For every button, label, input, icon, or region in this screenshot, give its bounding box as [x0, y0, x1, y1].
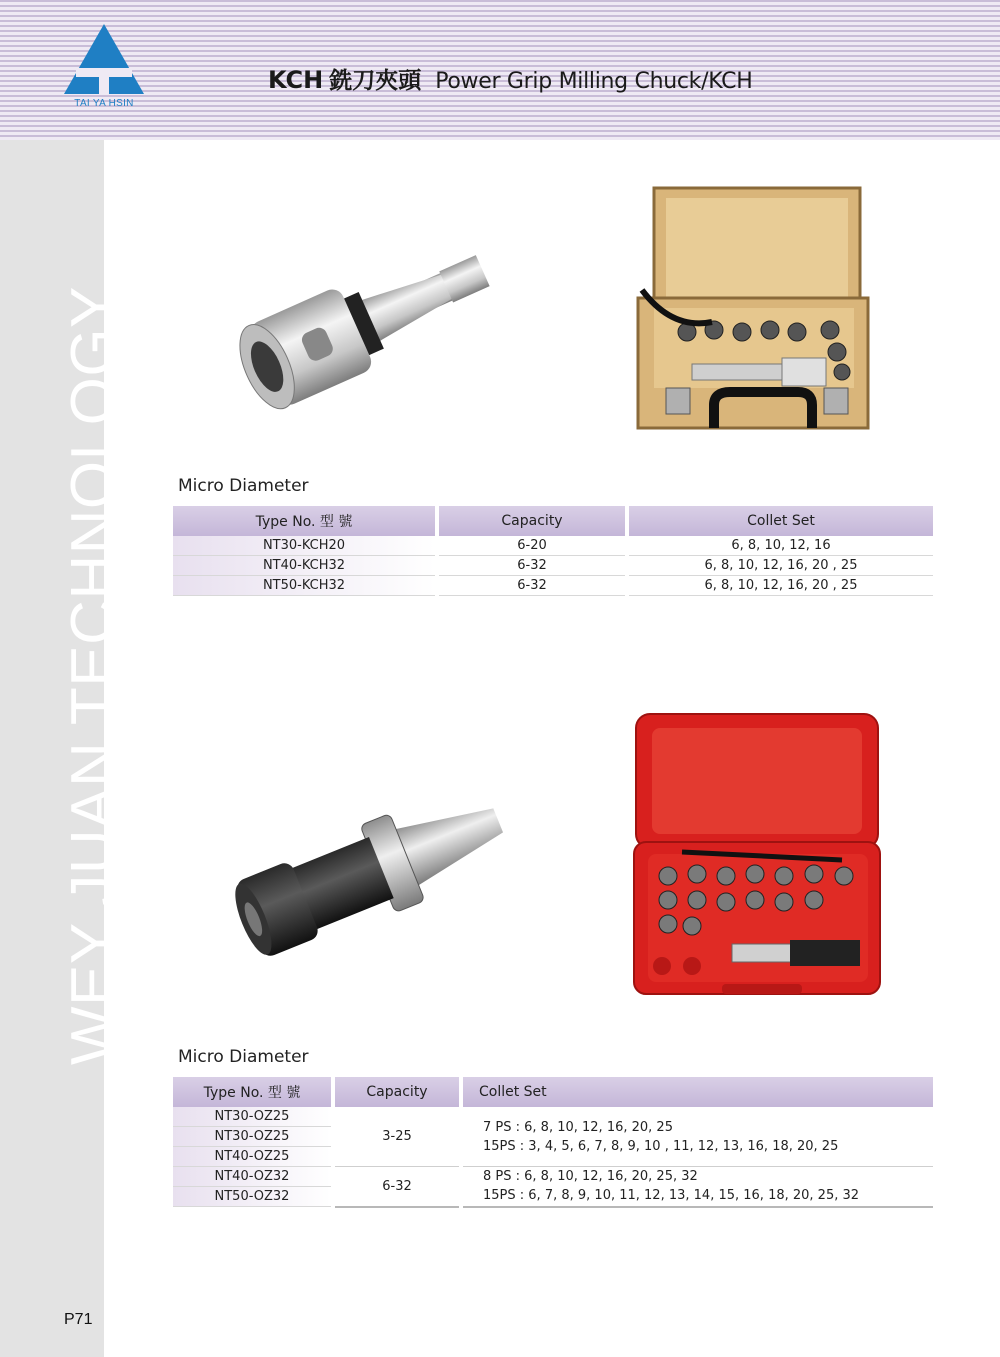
collet-line: 15PS : 6, 7, 8, 9, 10, 11, 12, 13, 14, 15, 16, 18, 20, 25, 32	[483, 1188, 860, 1204]
collet-chuck-image	[228, 770, 524, 972]
collet-cell: 6, 8, 10, 12, 16, 20 , 25	[627, 576, 933, 596]
col-type-no: Type No. 型 號	[173, 1077, 333, 1107]
table-row	[173, 556, 933, 576]
col-collet-set: Collet Set	[627, 506, 933, 536]
milling-chuck-image	[215, 232, 505, 412]
kch-spec-table	[173, 506, 933, 596]
table-header-row	[173, 1077, 933, 1107]
collet-cell	[461, 1107, 933, 1167]
collet-line: 7 PS : 6, 8, 10, 12, 16, 20, 25	[483, 1119, 673, 1135]
table-row	[173, 536, 933, 556]
collet-line: 15PS : 3, 4, 5, 6, 7, 8, 9, 10 , 11, 12, 13, 16, 18, 20, 25	[483, 1138, 839, 1154]
wooden-case-set-image	[632, 180, 872, 438]
capacity-cell: 6-32	[333, 1167, 461, 1207]
type-cell: NT40-OZ25	[173, 1147, 333, 1167]
type-cell: NT30-OZ25	[173, 1107, 333, 1127]
table-row	[173, 1167, 933, 1187]
capacity-cell: 6-32	[437, 556, 627, 576]
col-collet-set: Collet Set	[461, 1077, 933, 1107]
type-cell: NT50-OZ32	[173, 1187, 333, 1207]
collet-cell	[461, 1167, 933, 1207]
table-header-row	[173, 506, 933, 536]
title-english: Power Grip Milling Chuck/KCH	[435, 69, 753, 94]
col-capacity: Capacity	[333, 1077, 461, 1107]
title-chinese: 銑刀夾頭	[329, 68, 422, 94]
page-title	[268, 62, 752, 95]
collet-cell: 6, 8, 10, 12, 16, 20 , 25	[627, 556, 933, 576]
type-cell: NT30-OZ25	[173, 1127, 333, 1147]
type-cell: NT40-OZ32	[173, 1167, 333, 1187]
capacity-cell: 6-32	[437, 576, 627, 596]
company-logo	[62, 22, 146, 110]
collet-line: 8 PS : 6, 8, 10, 12, 16, 20, 25, 32	[483, 1169, 698, 1185]
table-row	[173, 576, 933, 596]
capacity-cell: 6-20	[437, 536, 627, 556]
oz-spec-table	[173, 1077, 933, 1208]
collet-cell: 6, 8, 10, 12, 16	[627, 536, 933, 556]
page-number: P71	[64, 1311, 93, 1328]
vertical-brand-text: WEY JUAN TECHNOLOGY	[59, 286, 128, 1065]
type-cell: NT40-KCH32	[173, 556, 437, 576]
table-row	[173, 1107, 933, 1127]
red-case-set-image	[632, 712, 882, 1002]
type-cell: NT30-KCH20	[173, 536, 437, 556]
title-code: KCH	[268, 66, 324, 94]
section2-heading: Micro Diameter	[178, 1047, 309, 1067]
capacity-cell: 3-25	[333, 1107, 461, 1167]
section1-heading: Micro Diameter	[178, 476, 309, 496]
type-cell: NT50-KCH32	[173, 576, 437, 596]
page-header	[0, 0, 1000, 140]
col-capacity: Capacity	[437, 506, 627, 536]
logo-text: TAI YA HSIN	[74, 98, 134, 109]
col-type-no: Type No. 型 號	[173, 506, 437, 536]
